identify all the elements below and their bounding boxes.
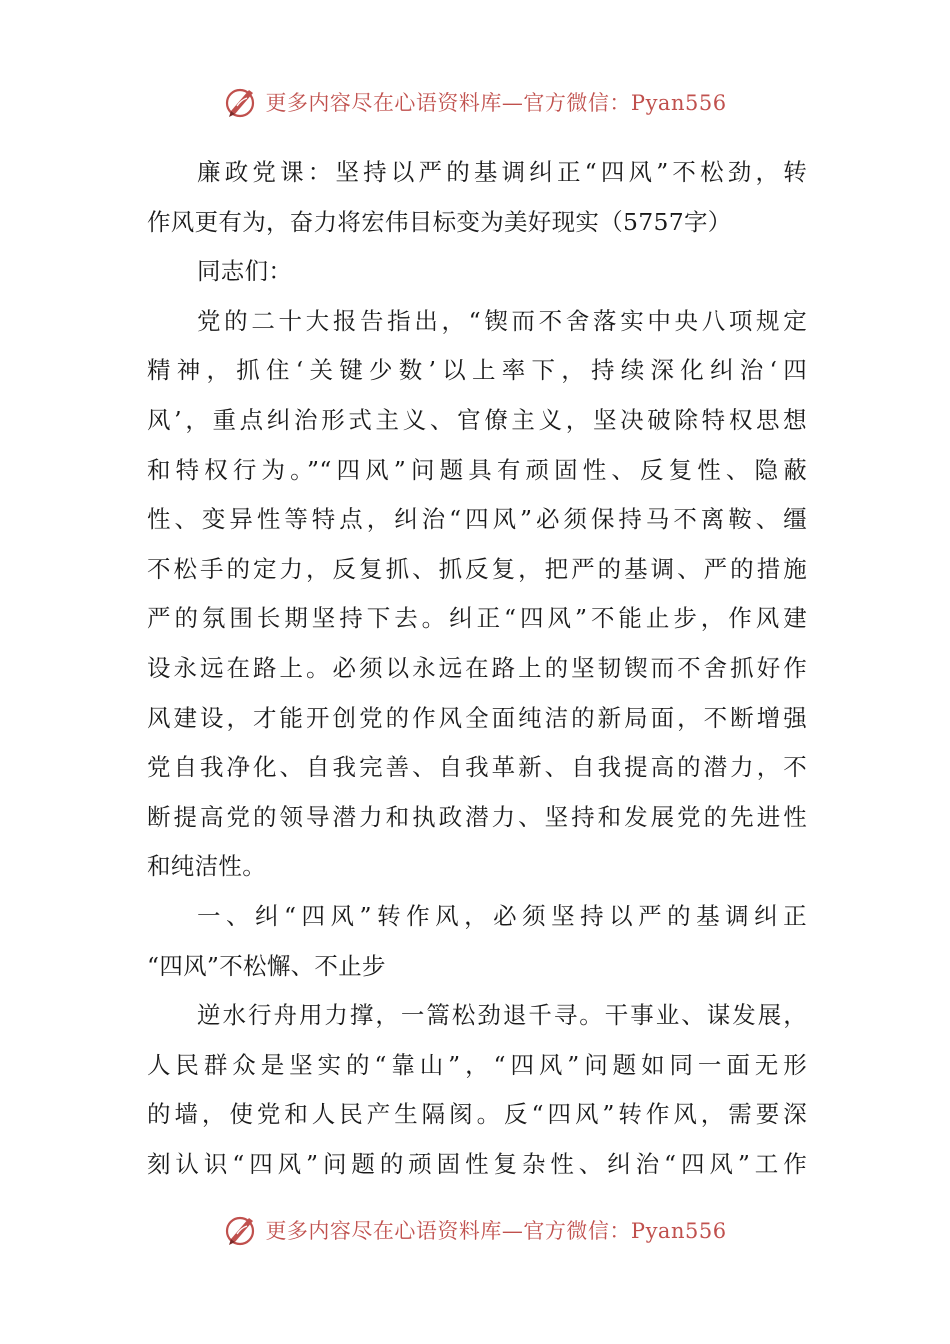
- text-line: 的墙，使党和人民产生隔阂。反“四风”转作风，需要深: [147, 1100, 807, 1129]
- text-line: 风建设，才能开创党的作风全面纯洁的新局面，不断增强: [147, 703, 807, 732]
- footer-banner: [0, 1210, 950, 1250]
- text-line: 风’，重点纠治形式主义、官僚主义，坚决破除特权思想: [147, 405, 807, 434]
- text-line: 和特权行为。”“四风”问题具有顽固性、反复性、隐蔽: [147, 455, 807, 484]
- text-line: 逆水行舟用力撑，一篙松劲退千寻。干事业、谋发展，: [197, 1001, 807, 1030]
- pen-logo-icon: [223, 1212, 259, 1248]
- text-line: 同志们：: [197, 257, 293, 286]
- header-banner-text: 更多内容尽在心语资料库—官方微信：Pyan556: [265, 91, 727, 115]
- text-line: 党自我净化、自我完善、自我革新、自我提高的潜力，不: [147, 753, 807, 782]
- text-line: 一、纠“四风”转作风，必须坚持以严的基调纠正: [197, 901, 807, 930]
- text-line: 精神，抓住‘关键少数’以上率下，持续深化纠治‘四: [147, 356, 807, 385]
- text-line: 断提高党的领导潜力和执政潜力、坚持和发展党的先进性: [147, 802, 807, 831]
- document-body: [147, 148, 807, 1189]
- text-line: 刻认识“四风”问题的顽固性复杂性、纠治“四风”工作: [147, 1149, 807, 1178]
- footer-banner-text: 更多内容尽在心语资料库—官方微信：Pyan556: [265, 1219, 727, 1243]
- text-line: 作风更有为，奋力将宏伟目标变为美好现实（5757字）: [147, 207, 732, 236]
- text-line: 和纯洁性。: [147, 852, 266, 881]
- text-line: 人民群众是坚实的“靠山”，“四风”问题如同一面无形: [147, 1050, 807, 1079]
- text-line: 设永远在路上。必须以永远在路上的坚韧锲而不舍抓好作: [147, 653, 807, 682]
- text-line: 廉政党课：坚持以严的基调纠正“四风”不松劲，转: [197, 158, 807, 186]
- pen-logo-icon: [223, 84, 259, 120]
- text-line: 不松手的定力，反复抓、抓反复，把严的基调、严的措施: [147, 554, 807, 583]
- text-line: 性、变异性等特点，纠治“四风”必须保持马不离鞍、缰: [147, 505, 807, 534]
- header-banner: [0, 82, 950, 122]
- text-line: 严的氛围长期坚持下去。纠正“四风”不能止步，作风建: [147, 604, 807, 633]
- text-line: “四风”不松懈、不止步: [147, 951, 386, 980]
- text-line: 党的二十大报告指出，“锲而不舍落实中央八项规定: [197, 306, 807, 335]
